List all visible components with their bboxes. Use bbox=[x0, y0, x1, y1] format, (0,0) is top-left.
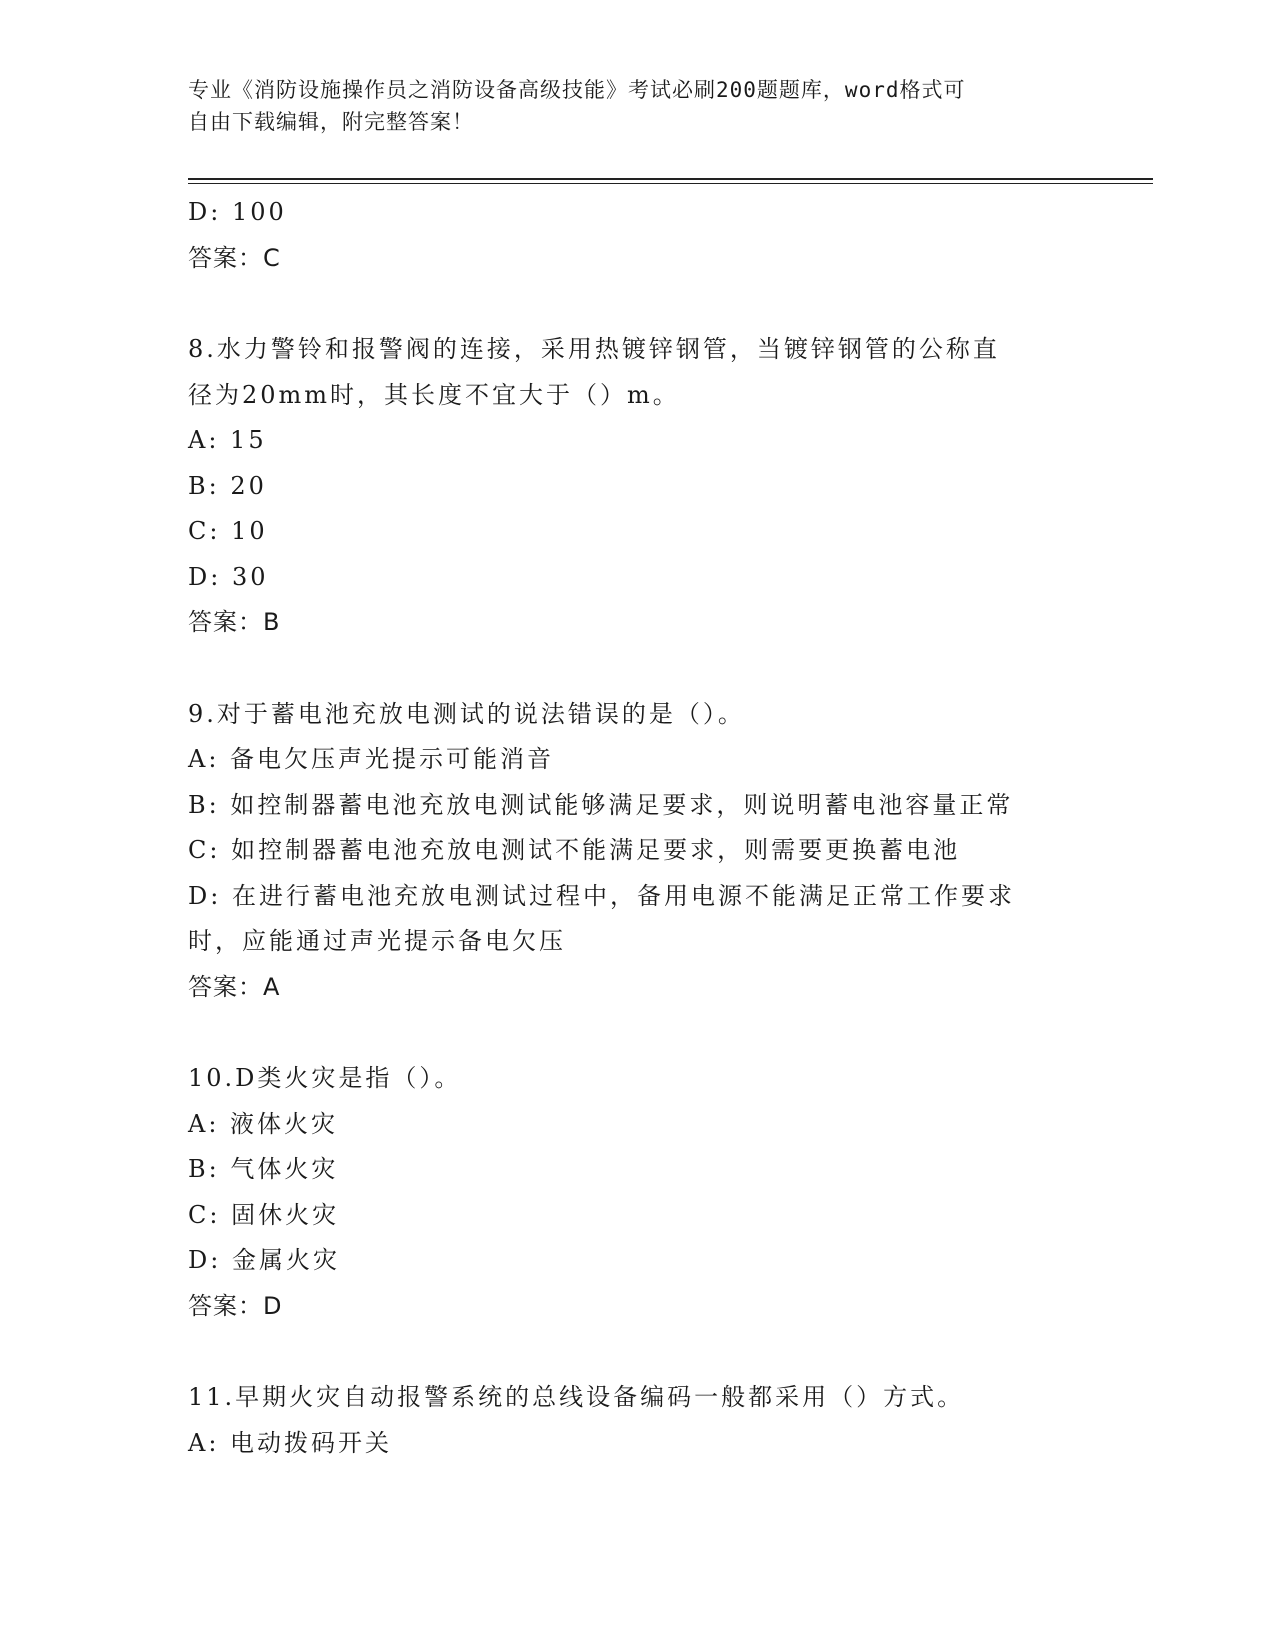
question-stem: 11.早期火灾自动报警系统的总线设备编码一般都采用（）方式。 bbox=[188, 1383, 965, 1411]
answer-line: 答案：B bbox=[188, 608, 281, 636]
answer-line: 答案：A bbox=[188, 972, 281, 1001]
spacer bbox=[188, 1010, 1088, 1056]
option-line: A: 备电欠压声光提示可能消音 bbox=[188, 745, 555, 773]
answer-line: 答案：C bbox=[188, 243, 281, 272]
question-stem: 10.D类火灾是指（）。 bbox=[188, 1064, 462, 1092]
question-stem: 8.水力警铃和报警阀的连接，采用热镀锌钢管，当镀锌钢管的公称直 bbox=[188, 335, 1000, 363]
header-line-1: 专业《消防设施操作员之消防设备高级技能》考试必刷200题题库，word格式可 bbox=[188, 78, 966, 102]
question-content bbox=[188, 190, 1088, 1466]
option-line: 时，应能通过声光提示备电欠压 bbox=[188, 927, 566, 955]
option-line: D: 金属火灾 bbox=[188, 1246, 340, 1274]
option-line: C: 固休火灾 bbox=[188, 1200, 340, 1229]
option-line: A: 电动拨码开关 bbox=[188, 1428, 393, 1457]
spacer bbox=[188, 1329, 1088, 1375]
option-line: B: 气体火灾 bbox=[188, 1155, 339, 1183]
option-line: D: 30 bbox=[188, 562, 269, 591]
option-line: D: 100 bbox=[188, 198, 287, 226]
option-line: B: 20 bbox=[188, 471, 267, 500]
document-header bbox=[188, 74, 1088, 138]
question-stem: 径为20mm时，其长度不宜大于（）m。 bbox=[188, 380, 680, 409]
spacer bbox=[188, 281, 1088, 327]
spacer bbox=[188, 646, 1088, 692]
header-divider-thick bbox=[188, 178, 1153, 180]
question-stem: 9.对于蓄电池充放电测试的说法错误的是（）。 bbox=[188, 699, 745, 728]
option-line: D: 在进行蓄电池充放电测试过程中，备用电源不能满足正常工作要求 bbox=[188, 881, 1015, 910]
answer-line: 答案：D bbox=[188, 1291, 283, 1320]
header-line-2: 自由下载编辑，附完整答案！ bbox=[188, 110, 474, 134]
option-line: A: 液体火灾 bbox=[188, 1109, 339, 1138]
option-line: A: 15 bbox=[188, 426, 267, 454]
option-line: C: 10 bbox=[188, 517, 268, 545]
option-line: B: 如控制器蓄电池充放电测试能够满足要求，则说明蓄电池容量正常 bbox=[188, 790, 1014, 819]
header-divider-thin bbox=[188, 183, 1153, 184]
option-line: C: 如控制器蓄电池充放电测试不能满足要求，则需要更换蓄电池 bbox=[188, 836, 961, 864]
